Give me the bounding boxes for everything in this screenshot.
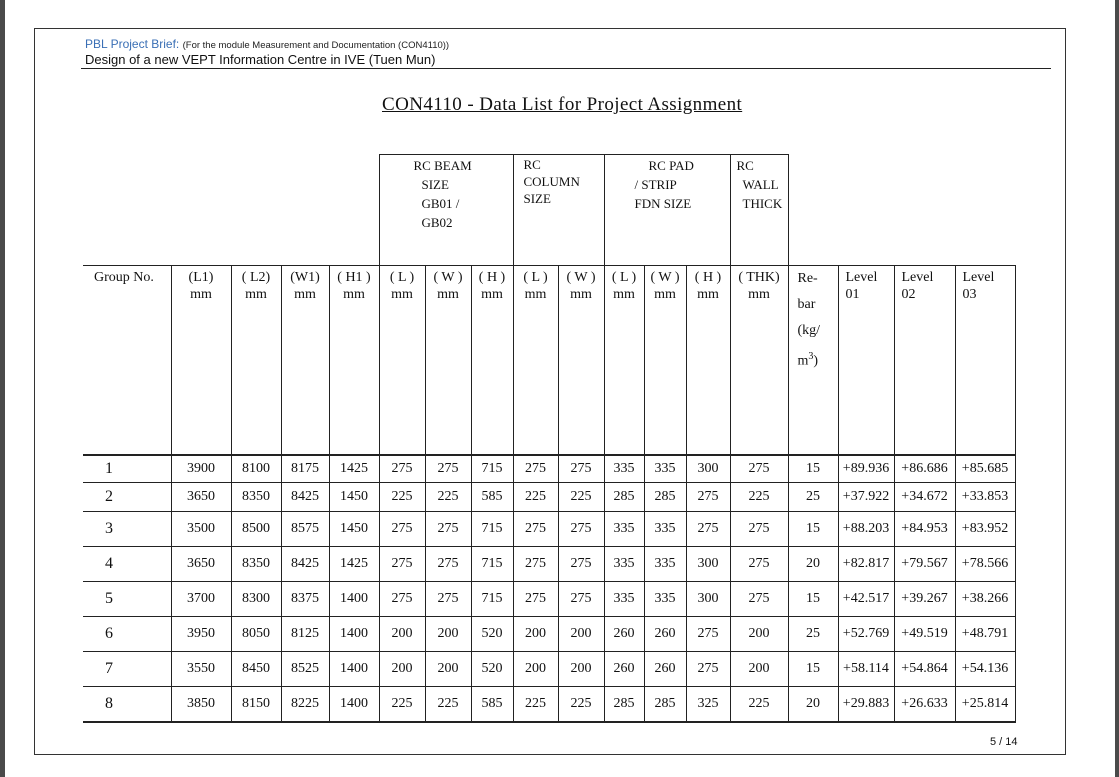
- table-cell: +83.952: [955, 512, 1015, 547]
- col-header-level-03: Level 03: [955, 266, 1015, 456]
- table-cell: 8175: [281, 455, 329, 483]
- table-cell: 275: [379, 512, 425, 547]
- table-cell: 3500: [171, 512, 231, 547]
- table-cell: 225: [379, 483, 425, 512]
- table-cell: 275: [730, 455, 788, 483]
- col-header-l2: ( L2) mm: [231, 266, 281, 456]
- table-cell: +39.267: [894, 582, 955, 617]
- table-cell: 335: [644, 512, 686, 547]
- table-cell: 3700: [171, 582, 231, 617]
- table-cell: 335: [644, 547, 686, 582]
- table-cell: 275: [558, 547, 604, 582]
- table-cell: 1400: [329, 617, 379, 652]
- table-cell: +86.686: [894, 455, 955, 483]
- table-cell: 200: [513, 652, 558, 687]
- table-cell: 225: [730, 483, 788, 512]
- table-cell: 285: [644, 483, 686, 512]
- table-cell: 715: [471, 512, 513, 547]
- table-cell: 8350: [231, 547, 281, 582]
- table-cell: 335: [604, 582, 644, 617]
- col-header-column-l: ( L ) mm: [513, 266, 558, 456]
- table-cell: 335: [644, 582, 686, 617]
- table-cell: 3650: [171, 547, 231, 582]
- table-cell: 285: [644, 687, 686, 723]
- group-rc-wall: RC WALL THICK: [730, 155, 788, 266]
- col-header-column-w: ( W ) mm: [558, 266, 604, 456]
- table-cell: 520: [471, 652, 513, 687]
- table-cell: 275: [686, 652, 730, 687]
- table-cell: 715: [471, 455, 513, 483]
- table-cell: +49.519: [894, 617, 955, 652]
- table-cell: 275: [425, 512, 471, 547]
- table-cell: +34.672: [894, 483, 955, 512]
- table-cell: +79.567: [894, 547, 955, 582]
- table-row: [83, 582, 1015, 617]
- table-cell: +82.817: [838, 547, 894, 582]
- table-cell: 8500: [231, 512, 281, 547]
- table-cell: +54.136: [955, 652, 1015, 687]
- table-cell: +88.203: [838, 512, 894, 547]
- table-cell: 3550: [171, 652, 231, 687]
- page-number: 5 / 14: [990, 736, 1018, 748]
- table-cell: 335: [604, 512, 644, 547]
- table-cell: 200: [425, 652, 471, 687]
- table-cell: 1450: [329, 483, 379, 512]
- table-cell: 8425: [281, 547, 329, 582]
- group-rc-pad: RC PAD / STRIP FDN SIZE: [604, 155, 730, 266]
- table-cell: 260: [604, 652, 644, 687]
- table-cell: 25: [788, 617, 838, 652]
- table-cell: 8225: [281, 687, 329, 723]
- table-cell: 15: [788, 582, 838, 617]
- group-number-cell: 3: [83, 512, 171, 547]
- col-header-l1: (L1) mm: [171, 266, 231, 456]
- col-header-beam-w: ( W ) mm: [425, 266, 471, 456]
- table-cell: 200: [425, 617, 471, 652]
- table-cell: +85.685: [955, 455, 1015, 483]
- table-cell: 8425: [281, 483, 329, 512]
- table-cell: 1425: [329, 547, 379, 582]
- table-cell: 15: [788, 512, 838, 547]
- table-cell: 275: [686, 617, 730, 652]
- header-project-brief: PBL Project Brief: (For the module Measurement and Documentation (CON4110)): [85, 37, 450, 51]
- group-number-cell: 1: [83, 455, 171, 483]
- group-number-cell: 8: [83, 687, 171, 723]
- table-cell: 200: [558, 617, 604, 652]
- table-cell: 225: [513, 483, 558, 512]
- table-row: [83, 547, 1015, 582]
- table-cell: 275: [379, 582, 425, 617]
- table-cell: 8300: [231, 582, 281, 617]
- table-cell: +42.517: [838, 582, 894, 617]
- group-number-cell: 4: [83, 547, 171, 582]
- table-cell: 225: [558, 687, 604, 723]
- table-cell: 8100: [231, 455, 281, 483]
- table-cell: 1400: [329, 652, 379, 687]
- table-cell: 260: [604, 617, 644, 652]
- col-header-group: Group No.: [83, 266, 171, 456]
- table-cell: 275: [558, 455, 604, 483]
- table-row: [83, 687, 1015, 723]
- table-cell: 3850: [171, 687, 231, 723]
- table-cell: 1400: [329, 582, 379, 617]
- table-cell: +29.883: [838, 687, 894, 723]
- table-cell: +25.814: [955, 687, 1015, 723]
- table-cell: 275: [686, 512, 730, 547]
- group-number-cell: 5: [83, 582, 171, 617]
- table-cell: 285: [604, 687, 644, 723]
- table-cell: 275: [558, 512, 604, 547]
- table-cell: 275: [425, 582, 471, 617]
- table-cell: 585: [471, 483, 513, 512]
- col-header-h1: ( H1 ) mm: [329, 266, 379, 456]
- table-cell: +58.114: [838, 652, 894, 687]
- col-header-wall-thk: ( THK) mm: [730, 266, 788, 456]
- table-cell: 8375: [281, 582, 329, 617]
- table-cell: 325: [686, 687, 730, 723]
- document-page: [5, 0, 1115, 777]
- table-cell: 225: [730, 687, 788, 723]
- col-header-level-02: Level 02: [894, 266, 955, 456]
- col-header-rebar: Re- bar (kg/ $m^3$): [788, 266, 838, 456]
- col-header-pad-w: ( W ) mm: [644, 266, 686, 456]
- table-cell: 8150: [231, 687, 281, 723]
- table-cell: 260: [644, 652, 686, 687]
- table-cell: 200: [379, 617, 425, 652]
- table-cell: 300: [686, 455, 730, 483]
- table-row: [83, 512, 1015, 547]
- col-header-w1: (W1) mm: [281, 266, 329, 456]
- col-header-level-01: Level 01: [838, 266, 894, 456]
- table-cell: 225: [425, 687, 471, 723]
- table-cell: 1425: [329, 455, 379, 483]
- document-title: CON4110 - Data List for Project Assignment: [382, 94, 743, 115]
- table-cell: 275: [686, 483, 730, 512]
- table-cell: 275: [513, 582, 558, 617]
- table-cell: 200: [730, 652, 788, 687]
- table-cell: 715: [471, 547, 513, 582]
- table-cell: 275: [730, 547, 788, 582]
- table-cell: 225: [513, 687, 558, 723]
- group-header-row: [83, 155, 1015, 266]
- table-cell: 275: [558, 582, 604, 617]
- table-cell: 8125: [281, 617, 329, 652]
- table-cell: 3950: [171, 617, 231, 652]
- table-row: [83, 617, 1015, 652]
- table-cell: 275: [730, 512, 788, 547]
- table-cell: +89.936: [838, 455, 894, 483]
- table-cell: 275: [425, 455, 471, 483]
- table-row: [83, 652, 1015, 687]
- table-cell: 715: [471, 582, 513, 617]
- table-cell: 20: [788, 547, 838, 582]
- table-cell: 260: [644, 617, 686, 652]
- table-cell: 275: [425, 547, 471, 582]
- group-number-cell: 2: [83, 483, 171, 512]
- table-cell: 1450: [329, 512, 379, 547]
- table-cell: 20: [788, 687, 838, 723]
- table-cell: +54.864: [894, 652, 955, 687]
- col-header-pad-l: ( L ) mm: [604, 266, 644, 456]
- table-cell: +84.953: [894, 512, 955, 547]
- table-row: [83, 483, 1015, 512]
- table-cell: 225: [558, 483, 604, 512]
- table-cell: 300: [686, 547, 730, 582]
- group-rc-column: RC COLUMN SIZE: [513, 155, 604, 266]
- table-cell: 8525: [281, 652, 329, 687]
- table-cell: 225: [425, 483, 471, 512]
- table-cell: +78.566: [955, 547, 1015, 582]
- column-header-row: [83, 266, 1015, 456]
- table-cell: 275: [513, 455, 558, 483]
- group-number-cell: 7: [83, 652, 171, 687]
- table-cell: +37.922: [838, 483, 894, 512]
- table-cell: +38.266: [955, 582, 1015, 617]
- header-subtitle: Design of a new VEPT Information Centre in IVE (Tuen Mun): [85, 52, 436, 67]
- table-cell: 8450: [231, 652, 281, 687]
- table-cell: 335: [604, 455, 644, 483]
- table-row: [83, 455, 1015, 483]
- table-cell: +52.769: [838, 617, 894, 652]
- table-cell: 585: [471, 687, 513, 723]
- col-header-beam-l: ( L ) mm: [379, 266, 425, 456]
- table-cell: 200: [558, 652, 604, 687]
- table-cell: +26.633: [894, 687, 955, 723]
- table-cell: 200: [379, 652, 425, 687]
- table-cell: 300: [686, 582, 730, 617]
- table-cell: 8350: [231, 483, 281, 512]
- table-cell: 520: [471, 617, 513, 652]
- table-cell: +48.791: [955, 617, 1015, 652]
- table-cell: 275: [513, 547, 558, 582]
- table-cell: 25: [788, 483, 838, 512]
- table-cell: 285: [604, 483, 644, 512]
- table-cell: +33.853: [955, 483, 1015, 512]
- table-cell: 200: [513, 617, 558, 652]
- table-cell: 200: [730, 617, 788, 652]
- col-header-pad-h: ( H ) mm: [686, 266, 730, 456]
- header-rule: [81, 68, 1051, 69]
- table-cell: 15: [788, 455, 838, 483]
- col-header-beam-h: ( H ) mm: [471, 266, 513, 456]
- table-cell: 15: [788, 652, 838, 687]
- table-cell: 1400: [329, 687, 379, 723]
- table-cell: 335: [604, 547, 644, 582]
- data-list-table: [83, 154, 1016, 723]
- table-cell: 275: [379, 547, 425, 582]
- table-cell: 225: [379, 687, 425, 723]
- table-cell: 275: [379, 455, 425, 483]
- table-cell: 3650: [171, 483, 231, 512]
- table-cell: 335: [644, 455, 686, 483]
- table-cell: 8050: [231, 617, 281, 652]
- table-cell: 3900: [171, 455, 231, 483]
- table-cell: 275: [513, 512, 558, 547]
- table-cell: 275: [730, 582, 788, 617]
- group-number-cell: 6: [83, 617, 171, 652]
- table-cell: 8575: [281, 512, 329, 547]
- group-rc-beam: RC BEAM SIZE GB01 / GB02: [379, 155, 513, 266]
